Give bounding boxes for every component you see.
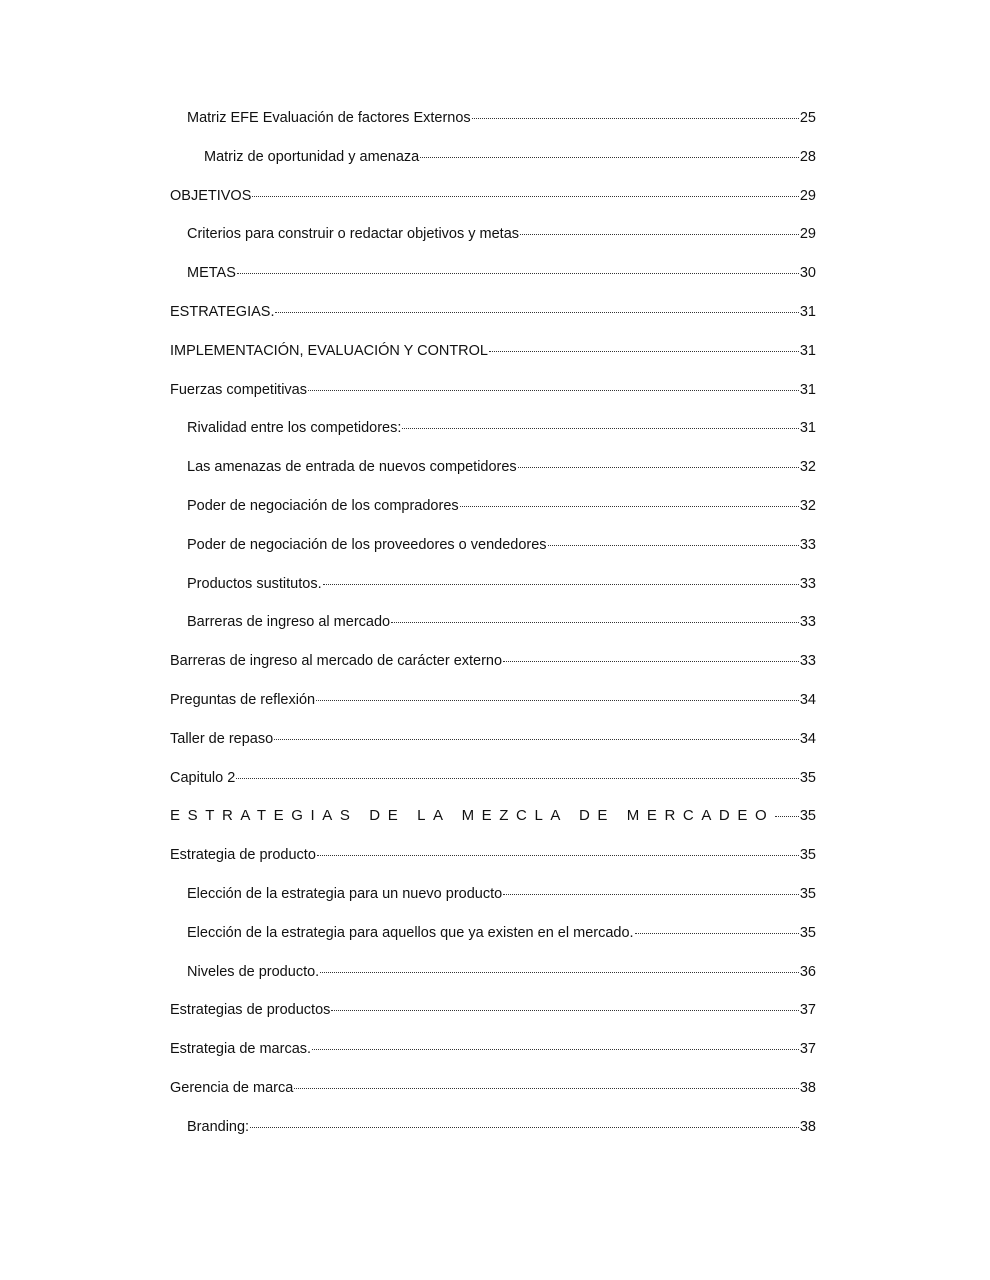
toc-entry-title: Branding:	[187, 1118, 250, 1135]
toc-entry[interactable]	[170, 409, 816, 448]
toc-entry-title: Estrategia de marcas.	[170, 1041, 312, 1058]
toc-entry[interactable]	[170, 526, 816, 565]
toc-entry-title: Elección de la estrategia para un nuevo producto	[187, 885, 503, 902]
toc-entry-page-number: 32	[799, 459, 816, 476]
toc-entry-page-number: 33	[799, 653, 816, 670]
toc-entry[interactable]	[170, 1108, 816, 1147]
toc-entry-title: Matriz EFE Evaluación de factores Externos	[187, 110, 471, 126]
toc-entry-page-number: 34	[799, 691, 816, 708]
toc-entry-page-number: 30	[799, 265, 816, 282]
table-of-contents	[170, 99, 816, 1147]
toc-entry-page-number: 31	[799, 420, 816, 437]
toc-entry-page-number: 29	[799, 187, 816, 204]
toc-entry[interactable]	[170, 177, 816, 216]
dot-leader	[520, 233, 799, 235]
dot-leader	[274, 738, 799, 740]
dot-leader	[252, 195, 798, 197]
toc-entry[interactable]	[170, 1030, 816, 1069]
toc-entry[interactable]	[170, 138, 816, 177]
toc-entry-page-number: 35	[799, 924, 816, 941]
toc-entry[interactable]	[170, 875, 816, 914]
toc-entry-title: Niveles de producto.	[187, 963, 320, 980]
toc-entry-page-number: 35	[799, 808, 816, 825]
toc-entry-title: Productos sustitutos.	[187, 575, 322, 592]
toc-entry[interactable]	[170, 759, 816, 798]
toc-entry-page-number: 37	[799, 1041, 816, 1058]
toc-entry[interactable]	[170, 681, 816, 720]
toc-entry-title: Taller de repaso	[170, 730, 274, 747]
toc-entry-page-number: 35	[799, 885, 816, 902]
dot-leader	[312, 1048, 799, 1050]
dot-leader	[472, 117, 799, 119]
dot-leader	[250, 1126, 799, 1128]
dot-leader	[323, 583, 799, 585]
toc-entry-title: Fuerzas competitivas	[170, 381, 307, 398]
dot-leader	[237, 272, 799, 274]
toc-entry[interactable]	[170, 254, 816, 293]
toc-entry-page-number: 33	[799, 614, 816, 631]
toc-entry-title: Estrategia de producto	[170, 847, 316, 864]
toc-entry-title: Matriz de oportunidad y amenaza	[204, 148, 420, 165]
dot-leader	[294, 1087, 799, 1089]
dot-leader	[331, 1009, 798, 1011]
dot-leader	[503, 660, 799, 662]
toc-entry-title: IMPLEMENTACIÓN, EVALUACIÓN Y CONTROL	[170, 342, 488, 359]
toc-entry-page-number: 38	[799, 1118, 816, 1135]
toc-entry[interactable]	[170, 293, 816, 332]
dot-leader	[518, 466, 799, 468]
dot-leader	[320, 971, 799, 973]
dot-leader	[275, 311, 798, 313]
dot-leader	[420, 156, 799, 158]
toc-entry-page-number: 31	[799, 342, 816, 359]
toc-entry-title: Rivalidad entre los competidores:	[187, 420, 402, 437]
toc-entry[interactable]	[170, 371, 816, 410]
toc-entry-title: Barreras de ingreso al mercado de carácter externo	[170, 653, 503, 670]
toc-entry[interactable]	[170, 991, 816, 1030]
toc-entry[interactable]	[170, 99, 816, 138]
toc-entry-title: Poder de negociación de los proveedores o vendedores	[187, 536, 547, 553]
toc-entry-title: Preguntas de reflexión	[170, 691, 316, 708]
toc-entry-title: ESTRATEGIAS.	[170, 303, 275, 320]
toc-entry-title: ESTRATEGIAS DE LA MEZCLA DE MERCADEO	[170, 807, 775, 825]
toc-entry[interactable]	[170, 914, 816, 953]
toc-entry-page-number: 35	[799, 847, 816, 864]
toc-entry-page-number: 33	[799, 575, 816, 592]
dot-leader	[503, 893, 799, 895]
toc-entry-page-number: 25	[799, 110, 816, 126]
toc-entry[interactable]	[170, 332, 816, 371]
toc-entry[interactable]	[170, 797, 816, 836]
toc-entry-title: Las amenazas de entrada de nuevos competidores	[187, 459, 517, 476]
toc-entry-page-number: 36	[799, 963, 816, 980]
toc-entry[interactable]	[170, 448, 816, 487]
toc-entry-page-number: 34	[799, 730, 816, 747]
dot-leader	[236, 777, 799, 779]
toc-entry-page-number: 37	[799, 1002, 816, 1019]
toc-entry[interactable]	[170, 1069, 816, 1108]
dot-leader	[317, 854, 799, 856]
toc-entry[interactable]	[170, 565, 816, 604]
toc-entry-title: Poder de negociación de los compradores	[187, 497, 459, 514]
dot-leader	[548, 544, 799, 546]
toc-entry-title: Estrategias de productos	[170, 1002, 331, 1019]
dot-leader	[635, 932, 799, 934]
toc-entry[interactable]	[170, 487, 816, 526]
toc-entry-title: Elección de la estrategia para aquellos que ya existen en el mercado.	[187, 924, 634, 941]
toc-entry-page-number: 31	[799, 381, 816, 398]
toc-entry[interactable]	[170, 836, 816, 875]
toc-entry[interactable]	[170, 603, 816, 642]
toc-entry[interactable]	[170, 642, 816, 681]
toc-entry-page-number: 28	[799, 148, 816, 165]
dot-leader	[308, 389, 799, 391]
toc-entry-page-number: 31	[799, 303, 816, 320]
toc-entry-title: Gerencia de marca	[170, 1079, 294, 1096]
toc-entry-title: Capitulo 2	[170, 769, 236, 786]
toc-entry-title: OBJETIVOS	[170, 187, 252, 204]
toc-entry[interactable]	[170, 720, 816, 759]
toc-entry[interactable]	[170, 953, 816, 992]
toc-entry[interactable]	[170, 215, 816, 254]
toc-entry-page-number: 35	[799, 769, 816, 786]
toc-entry-page-number: 38	[799, 1079, 816, 1096]
dot-leader	[402, 427, 798, 429]
dot-leader	[775, 815, 799, 817]
dot-leader	[489, 350, 799, 352]
dot-leader	[391, 621, 799, 623]
toc-entry-title: METAS	[187, 265, 236, 282]
toc-entry-title: Criterios para construir o redactar objetivos y metas	[187, 226, 520, 243]
toc-entry-title: Barreras de ingreso al mercado	[187, 614, 391, 631]
dot-leader	[316, 699, 799, 701]
toc-entry-page-number: 33	[799, 536, 816, 553]
toc-entry-page-number: 29	[799, 226, 816, 243]
dot-leader	[460, 505, 799, 507]
toc-entry-page-number: 32	[799, 497, 816, 514]
